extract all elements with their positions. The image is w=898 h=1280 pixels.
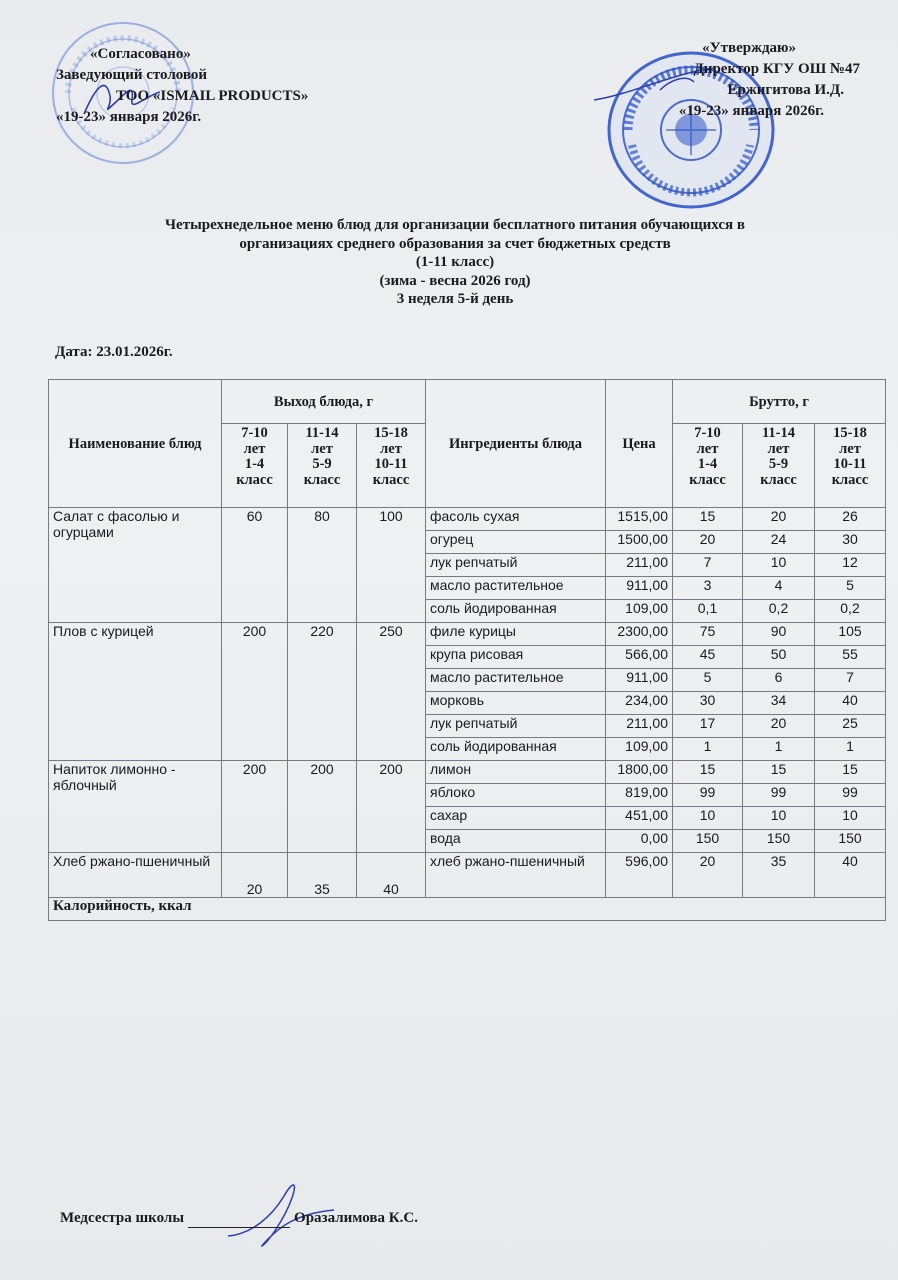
ingredient-brutto: 75 <box>673 623 743 646</box>
approval-left-line-2: ТОО «ISMAIL PRODUCTS» <box>116 88 309 104</box>
ingredient-brutto: 0,1 <box>673 600 743 623</box>
ingredient-price: 1515,00 <box>606 508 673 531</box>
header-ingredients: Ингредиенты блюда <box>426 380 606 508</box>
ingredient-name: лук репчатый <box>426 715 606 738</box>
ingredient-name: соль йодированная <box>426 600 606 623</box>
approval-block-right <box>600 38 860 122</box>
menu-date: Дата: 23.01.2026г. <box>55 344 173 360</box>
dish-yield: 250 <box>357 623 426 761</box>
ingredient-brutto: 50 <box>743 646 815 669</box>
ingredient-brutto: 55 <box>815 646 886 669</box>
brutto-age2-header-line: 5-9 <box>768 456 789 472</box>
nurse-label: Медсестра школы <box>60 1210 185 1226</box>
ingredient-name: лук репчатый <box>426 554 606 577</box>
yield-age2-header-line: 5-9 <box>312 456 332 472</box>
brutto-age3-header-line: 10-11 <box>833 456 867 472</box>
ingredient-brutto: 15 <box>673 508 743 531</box>
dish-name: Напиток лимонно - яблочный <box>49 761 222 853</box>
table-row <box>49 508 886 531</box>
ingredient-brutto: 99 <box>673 784 743 807</box>
ingredient-brutto: 26 <box>815 508 886 531</box>
ingredient-brutto: 10 <box>743 554 815 577</box>
yield-age3-header-line: класс <box>372 471 410 488</box>
yield-age3-header-line: лет <box>380 440 402 457</box>
ingredient-name: морковь <box>426 692 606 715</box>
ingredient-price: 911,00 <box>606 669 673 692</box>
ingredient-brutto: 1 <box>815 738 886 761</box>
dish-yield: 200 <box>222 761 288 853</box>
ingredient-brutto: 40 <box>815 853 886 898</box>
ingredient-brutto: 99 <box>815 784 886 807</box>
dish-yield: 80 <box>288 508 357 623</box>
approval-left-line-0: «Согласовано» <box>90 46 191 62</box>
ingredient-brutto: 99 <box>743 784 815 807</box>
ingredient-brutto: 15 <box>743 761 815 784</box>
header-dish-name: Наименование блюд <box>49 380 222 508</box>
dish-yield: 35 <box>288 853 357 898</box>
ingredient-brutto: 1 <box>743 738 815 761</box>
ingredient-brutto: 10 <box>673 807 743 830</box>
table-row <box>49 623 886 646</box>
yield-age3-header <box>357 424 426 508</box>
ingredient-brutto: 5 <box>815 577 886 600</box>
ingredient-price: 109,00 <box>606 738 673 761</box>
approval-left-line-1: Заведующий столовой <box>56 67 208 83</box>
approval-left-line-3: «19-23» января 2026г. <box>56 109 202 125</box>
ingredient-name: хлеб ржано-пшеничный <box>426 853 606 898</box>
yield-age2-header <box>288 424 357 508</box>
ingredient-name: фасоль сухая <box>426 508 606 531</box>
ingredient-brutto: 150 <box>743 830 815 853</box>
brutto-age3-header <box>815 424 886 508</box>
header-brutto: Брутто, г <box>673 380 886 424</box>
ingredient-brutto: 5 <box>673 669 743 692</box>
ingredient-price: 566,00 <box>606 646 673 669</box>
dish-yield: 100 <box>357 508 426 623</box>
ingredient-name: филе курицы <box>426 623 606 646</box>
title-line-4: (зима - весна 2026 год) <box>379 272 531 289</box>
yield-age3-header-line: 15-18 <box>374 425 408 441</box>
ingredient-brutto: 17 <box>673 715 743 738</box>
dish-yield: 20 <box>222 853 288 898</box>
yield-age1-header-line: 7-10 <box>241 425 268 441</box>
ingredient-brutto: 15 <box>673 761 743 784</box>
yield-age1-header-line: лет <box>243 440 266 457</box>
ingredient-name: соль йодированная <box>426 738 606 761</box>
dish-name: Плов с курицей <box>49 623 222 761</box>
ingredient-brutto: 150 <box>673 830 743 853</box>
ingredient-price: 211,00 <box>606 554 673 577</box>
yield-age1-header-line: 1-4 <box>244 456 265 472</box>
ingredient-brutto: 30 <box>673 692 743 715</box>
ingredient-brutto: 0,2 <box>815 600 886 623</box>
brutto-age2-header <box>743 424 815 508</box>
yield-age1-header <box>222 424 288 508</box>
approval-right-line-2: Ержигитова И.Д. <box>727 82 844 98</box>
ingredient-price: 911,00 <box>606 577 673 600</box>
ingredient-name: вода <box>426 830 606 853</box>
table-row <box>49 761 886 784</box>
ingredient-brutto: 20 <box>743 715 815 738</box>
ingredient-name: масло растительное <box>426 577 606 600</box>
ingredient-name: крупа рисовая <box>426 646 606 669</box>
calories-label: Калорийность, ккал <box>49 898 886 921</box>
yield-age3-header-line: 10-11 <box>374 456 408 472</box>
brutto-age2-header-line: лет <box>767 440 790 457</box>
yield-age2-header-line: класс <box>303 471 341 488</box>
ingredient-brutto: 34 <box>743 692 815 715</box>
signature-underline <box>188 1210 290 1228</box>
ingredient-brutto: 10 <box>743 807 815 830</box>
nurse-signature-line <box>60 1210 418 1228</box>
header-price: Цена <box>606 380 673 508</box>
brutto-age1-header-line: лет <box>696 440 719 457</box>
document-title <box>40 216 870 309</box>
ingredient-brutto: 24 <box>743 531 815 554</box>
ingredient-brutto: 25 <box>815 715 886 738</box>
approval-right-line-1: Директор КГУ ОШ №47 <box>693 61 860 77</box>
ingredient-brutto: 45 <box>673 646 743 669</box>
ingredient-price: 211,00 <box>606 715 673 738</box>
ingredient-brutto: 90 <box>743 623 815 646</box>
nurse-name: Оразалимова К.С. <box>294 1210 418 1226</box>
yield-age2-header-line: лет <box>311 440 333 457</box>
ingredient-brutto: 0,2 <box>743 600 815 623</box>
ingredient-price: 1500,00 <box>606 531 673 554</box>
yield-age1-header-line: класс <box>236 471 273 488</box>
ingredient-brutto: 35 <box>743 853 815 898</box>
ingredient-name: сахар <box>426 807 606 830</box>
ingredient-price: 596,00 <box>606 853 673 898</box>
ingredient-brutto: 30 <box>815 531 886 554</box>
ingredient-brutto: 7 <box>815 669 886 692</box>
dish-yield: 200 <box>288 761 357 853</box>
ingredient-brutto: 150 <box>815 830 886 853</box>
brutto-age1-header <box>673 424 743 508</box>
brutto-age1-header-line: класс <box>689 471 726 488</box>
ingredient-price: 234,00 <box>606 692 673 715</box>
ingredient-brutto: 20 <box>673 853 743 898</box>
dish-name: Хлеб ржано-пшеничный <box>49 853 222 898</box>
title-line-3: (1-11 класс) <box>415 254 495 270</box>
ingredient-brutto: 7 <box>673 554 743 577</box>
ingredient-brutto: 3 <box>673 577 743 600</box>
ingredient-brutto: 6 <box>743 669 815 692</box>
dish-yield: 220 <box>288 623 357 761</box>
ingredient-brutto: 4 <box>743 577 815 600</box>
dish-name: Салат с фасолью и огурцами <box>49 508 222 623</box>
calories-row <box>49 898 886 921</box>
ingredient-brutto: 15 <box>815 761 886 784</box>
brutto-age3-header-line: 15-18 <box>833 425 867 441</box>
title-line-1: Четырехнедельное меню блюд для организации бесплатного питания обучающихся в <box>165 217 745 233</box>
approval-right-line-3: «19-23» января 2026г. <box>678 103 824 119</box>
approval-block-left <box>56 44 396 128</box>
brutto-age3-header-line: класс <box>831 471 869 488</box>
ingredient-brutto: 20 <box>743 508 815 531</box>
brutto-age1-header-line: 1-4 <box>697 456 718 472</box>
ingredient-brutto: 12 <box>815 554 886 577</box>
approval-right-line-0: «Утверждаю» <box>702 40 796 56</box>
ingredient-price: 1800,00 <box>606 761 673 784</box>
brutto-age2-header-line: 11-14 <box>761 425 796 441</box>
brutto-age2-header-line: класс <box>760 471 797 488</box>
ingredient-name: огурец <box>426 531 606 554</box>
header-yield: Выход блюда, г <box>222 380 426 424</box>
ingredient-brutto: 40 <box>815 692 886 715</box>
ingredient-price: 2300,00 <box>606 623 673 646</box>
yield-age2-header-line: 11-14 <box>305 425 339 441</box>
ingredient-brutto: 10 <box>815 807 886 830</box>
brutto-age3-header-line: лет <box>839 440 861 457</box>
brutto-age1-header-line: 7-10 <box>694 425 721 441</box>
ingredient-name: масло растительное <box>426 669 606 692</box>
ingredient-brutto: 20 <box>673 531 743 554</box>
ingredient-price: 819,00 <box>606 784 673 807</box>
dish-yield: 60 <box>222 508 288 623</box>
title-line-5: 3 неделя 5-й день <box>396 291 514 307</box>
dish-yield: 200 <box>357 761 426 853</box>
menu-table <box>48 379 886 921</box>
ingredient-name: лимон <box>426 761 606 784</box>
dish-yield: 40 <box>357 853 426 898</box>
dish-yield: 200 <box>222 623 288 761</box>
ingredient-price: 0,00 <box>606 830 673 853</box>
ingredient-name: яблоко <box>426 784 606 807</box>
table-row <box>49 853 886 898</box>
ingredient-price: 451,00 <box>606 807 673 830</box>
ingredient-price: 109,00 <box>606 600 673 623</box>
ingredient-brutto: 105 <box>815 623 886 646</box>
title-line-2: организациях среднего образования за счет бюджетных средств <box>239 235 671 252</box>
ingredient-brutto: 1 <box>673 738 743 761</box>
